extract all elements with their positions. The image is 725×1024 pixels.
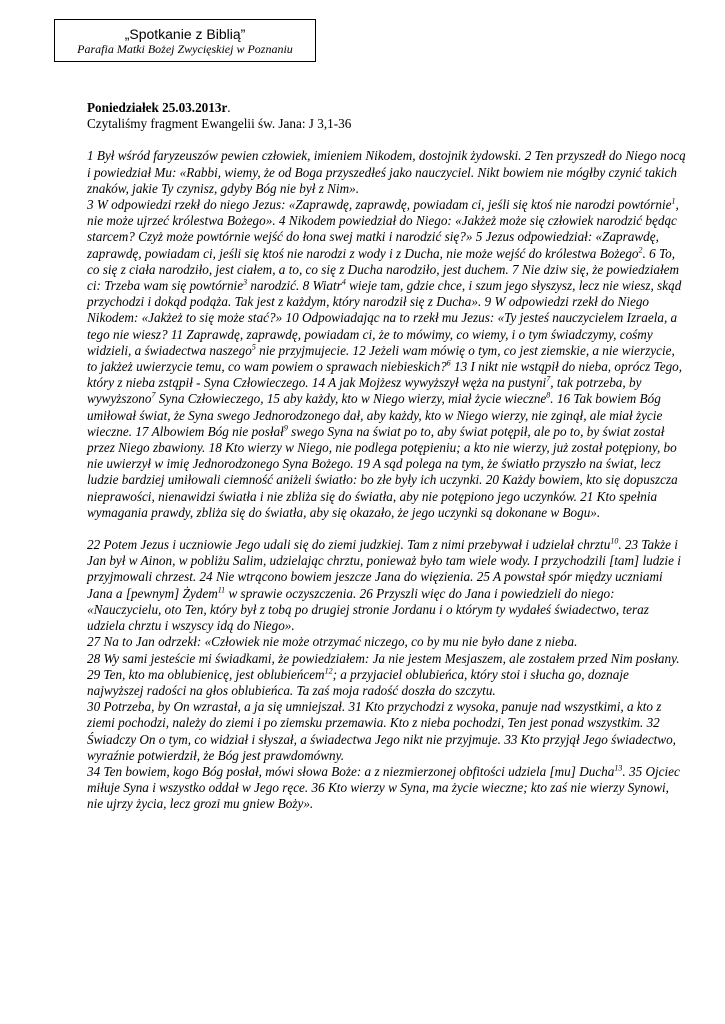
verse-text: 22 Potem Jezus i uczniowie Jego udali się do ziemi judzkiej. Tam z nimi przebywał i udzielał chrztu [87, 537, 611, 553]
verse-text: narodzić. 8 Wiatr [247, 278, 342, 294]
verse-text: . 16 Tak bowiem Bóg umiłował świat, że Syna swego Jednorodzonego dał, aby każdy, kto w Niego wierzy, nie zginął, ale miał życie wieczne. 17 Albowiem Bóg nie posłał [87, 391, 663, 439]
verse-text: 13 I nikt nie wstąpił do nieba, oprócz Tego, który z nieba zstąpił - Syna Człowieczego. 14 A jak Mojżesz wywyższył węża na pustyni [87, 359, 683, 391]
footnote-ref: 3 [243, 277, 248, 287]
verse-text: 28 Wy sami jesteście mi świadkami, że powiedziałem: Ja nie jestem Mesjaszem, ale zostałem przed Nim posłany. 29 Ten, kto ma oblubienicę, jest oblubieńcem [87, 650, 680, 682]
date-suffix: . [227, 100, 231, 115]
footnote-ref: 10 [610, 536, 619, 546]
verse-text: w sprawie oczyszczenia. 26 Przyszli więc do Jana i powiedzieli do niego: «Nauczycielu, oto Ten, który był z tobą po drugiej stronie Jordanu i o którym ty wydałeś świadectwo, teraz udziela chrztu i wszyscy idą do Niego». [87, 585, 649, 634]
footnote-ref: 7 [546, 374, 551, 384]
footnote-ref: 5 [251, 342, 256, 352]
verse-text: , nie może ujrzeć królestwa Bożego». 4 Nikodem powiedział do Niego: «Jakżeż może się człowiek narodzić będąc starcem? Czyż może powtórnie wejść do łona swej matki i narodzić się?» 5 Jezus odpowiedział: «Zaprawdę, zaprawdę, powiadam ci, jeśli się ktoś nie narodzi z wody i z Ducha, nie może wejść do królestwa Bożego [87, 197, 679, 261]
verse-text: swego Syna na świat po to, aby świat potępił, ale po to, by świat został przez Niego zbawiony. 18 Kto wierzy w Niego, nie podlega potępieniu; a kto nie wierzy, już został potępiony, bo nie uwierzył w imię Jednorodzonego Syna Bożego. 19 A sąd polega na tym, że światło przyszło na świat, lecz ludzie bardziej umiłowali ciemność aniżeli światło: bo złe były ich uczynki. 20 Każdy bowiem, kto się dopuszcza nieprawości, nienawidzi światła i nie zbliża się do światła, aby nie potępiono jego uczynków. 21 Kto spełnia wymagania prawdy, zbliża się do światła, aby się okazało, że jego uczynki są dokonane w Bogu». [87, 423, 678, 520]
header-box [54, 19, 316, 62]
footnote-ref: 9 [283, 423, 288, 433]
spacer [87, 132, 687, 148]
date-line [87, 100, 687, 116]
footnote-ref: 7 [151, 391, 156, 401]
verse-text: Syna Człowieczego, 15 aby każdy, kto w Niego wierzy, miał życie wieczne [155, 391, 547, 407]
verse-text: . 6 To, co się z ciała narodziło, jest ciałem, a to, co się z Ducha narodziło, jest duchem. 7 Nie dziw się, że powiedziałem ci: Trzeba wam się powtórnie [87, 245, 680, 294]
verse-text: . 23 Także i Jan był w Ainon, w pobliżu Salim, udzielając chrztu, ponieważ było tam wiele wody. I przychodzili [tam] ludzie i przyjmowali chrzest. 24 Nie wtrącono bowiem jeszcze Jana do więzienia. 25 A powstał spór między uczniami Jana a [pewnym] Żydem [87, 537, 681, 601]
verse-text: 34 Ten bowiem, kogo Bóg posłał, mówi słowa Boże: a z niezmierzonej obfitości udziela [mu] Ducha [87, 763, 615, 779]
footnote-ref: 12 [324, 666, 333, 676]
footnote-ref: 11 [217, 585, 226, 595]
header-title: „Spotkanie z Biblią” [124, 26, 246, 42]
verse-text: 27 Na to Jan odrzekł: «Człowiek nie może otrzymać niczego, co by mu nie było dane z nieba. [87, 634, 578, 650]
footnote-ref: 8 [546, 391, 551, 401]
verse-text: , tak potrzeba, by wywyższono [87, 375, 642, 407]
document-body [87, 100, 687, 813]
verse-text: . 35 Ojciec miłuje Syna i wszystko oddał w Jego ręce. 36 Kto wierzy w Syna, ma życie wieczne; kto zaś nie wierzy Synowi, nie ujrzy życia, lecz grozi mu gniew Boży». [87, 763, 680, 812]
gospel-paragraph-2 [87, 537, 687, 812]
verse-text: 3 W odpowiedzi rzekł do niego Jezus: «Zaprawdę, zaprawdę, powiadam ci, jeśli się ktoś nie narodzi powtórnie [87, 197, 672, 213]
verse-text: wieje tam, gdzie chce, i szum jego słyszysz, lecz nie wiesz, skąd przychodzi i dokąd podąża. Tak jest z każdym, który narodził się z Ducha». 9 W odpowiedzi rzekł do Niego Nikodem: «Jakżeż to się może stać?» 10 Odpowiadając na to rzekł mu Jezus: «Ty jesteś nauczycielem Izraela, a tego nie wiesz? 11 Zaprawdę, zaprawdę, powiadam ci, że to mówimy, co wiemy, i o tym świadczymy, cośmy widzieli, a świadectwa naszego [87, 278, 682, 358]
date: Poniedziałek 25.03.2013r [87, 100, 228, 115]
footnote-ref: 13 [614, 763, 623, 773]
verse-text: 1 Był wśród faryzeuszów pewien człowiek, imieniem Nikodem, dostojnik żydowski. 2 Ten przyszedł do Niego nocą i powiedział Mu: «Rabbi, wiemy, że od Boga przyszedłeś jako nauczyciel. Nikt bowiem nie mógłby czynić takich znaków, jakie Ty czynisz, gdyby Bóg nie był z Nim». [87, 148, 686, 196]
verse-text: nie przyjmujecie. 12 Jeżeli wam mówię o tym, co jest ziemskie, a nie wierzycie, to jakżeż uwierzycie temu, co wam powiem o sprawach niebieskich? [87, 342, 675, 375]
verse-text: 30 Potrzeba, by On wzrastał, a ja się umniejszał. 31 Kto przychodzi z wysoka, panuje nad wszystkimi, a kto z ziemi pochodzi, należy do ziemi i po ziemsku przemawia. Kto z nieba pochodzi, Ten jest ponad wszystkim. 32 Świadczy On o tym, co widział i słyszał, a świadectwa Jego nikt nie przyjmuje. 33 Kto przyjął Jego świadectwo, wyraźnie potwierdził, że Bóg jest prawdomówny. [87, 699, 676, 763]
gospel-paragraph-1 [87, 148, 687, 521]
footnote-ref: 1 [671, 196, 676, 206]
footnote-ref: 4 [341, 277, 346, 287]
reading-reference: Czytaliśmy fragment Ewangelii św. Jana: J 3,1-36 [87, 116, 352, 132]
header-subtitle: Parafia Matki Bożej Zwycięskiej w Poznaniu [77, 42, 293, 56]
verse-text: ; a przyjaciel oblubieńca, który stoi i słucha go, doznaje najwyższej radości na głos oblubieńca. Ta zaś moja radość doszła do szczytu. [87, 666, 629, 698]
footnote-ref: 6 [446, 358, 451, 368]
footnote-ref: 2 [638, 245, 643, 255]
spacer [87, 521, 687, 537]
